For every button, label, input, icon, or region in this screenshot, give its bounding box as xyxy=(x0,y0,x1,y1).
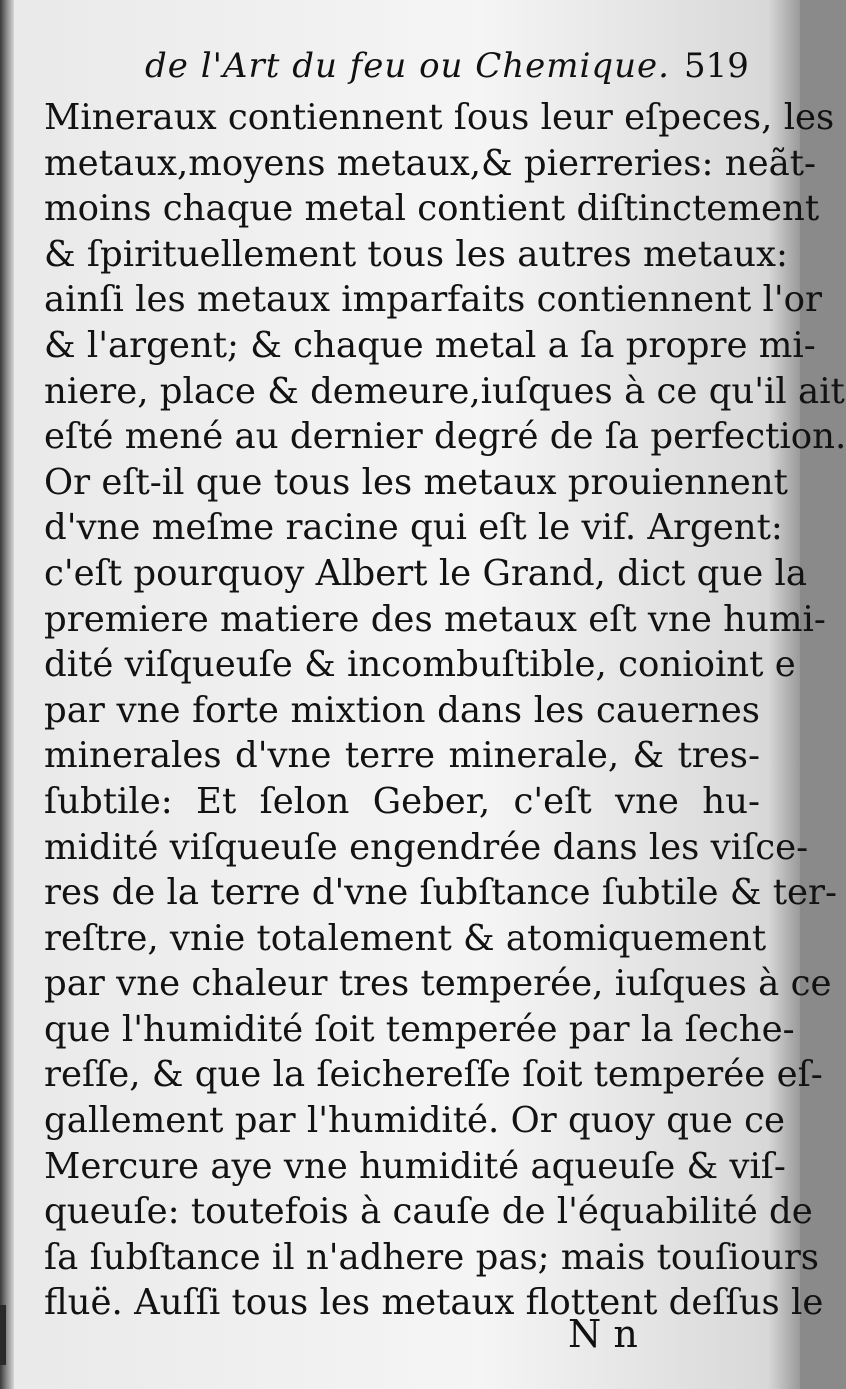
text-line: Mineraux contiennent ſous leur eſpeces, les xyxy=(44,97,835,138)
text-line: midité viſqueuſe engendrée dans les viſce- xyxy=(44,826,809,868)
text-line: ainſi les metaux imparfaits contiennent l'or xyxy=(44,279,822,321)
text-line: Mercure aye vne humidité aqueuſe & viſ- xyxy=(44,1145,786,1187)
text-line: d'vne meſme racine qui eſt le vif. Argent: xyxy=(44,507,783,549)
text-line: & l'argent; & chaque metal a ſa propre mi- xyxy=(44,324,816,366)
text-line: ſa ſubſtance il n'adhere pas; mais touſiours xyxy=(44,1236,820,1278)
text-line: reſſe, & que la ſeichereſſe ſoit temperée eſ- xyxy=(44,1054,823,1096)
text-line: par vne forte mixtion dans les cauernes xyxy=(44,689,760,731)
text-line: minerales d'vne terre minerale, & tres- xyxy=(44,735,760,777)
text-line: moins chaque metal contient diſtinctement xyxy=(44,188,820,230)
text-line: niere, place & demeure,iuſques à ce qu'il ait xyxy=(44,370,845,412)
text-line: c'eſt pourquoy Albert le Grand, dict que la xyxy=(44,552,808,594)
text-line: dité viſqueuſe & incombuſtible, conioint e xyxy=(44,644,796,686)
text-line: par vne chaleur tres temperée, iuſques à ce xyxy=(44,963,832,1005)
text-line: fluë. Auſſi tous les metaux flottent deſſus le xyxy=(44,1282,824,1324)
page-binding-shadow xyxy=(0,0,14,1389)
catchword: N n xyxy=(568,1312,638,1356)
text-line: gallement par l'humidité. Or quoy que ce xyxy=(44,1100,786,1142)
text-line: queuſe: toutefois à cauſe de l'équabilité de xyxy=(44,1191,813,1233)
text-line: res de la terre d'vne ſubſtance ſubtile & ter- xyxy=(44,872,837,914)
text-line: premiere matiere des metaux eſt vne humi- xyxy=(44,598,826,640)
running-head: de l'Art du feu ou Chemique. xyxy=(145,46,670,86)
text-line: eſté mené au dernier degré de ſa perfection. xyxy=(44,416,846,458)
body-text xyxy=(44,95,846,1326)
margin-mark xyxy=(0,1305,6,1365)
text-line: & ſpirituellement tous les autres metaux: xyxy=(44,233,788,275)
text-line: Or eſt-il que tous les metaux prouiennent xyxy=(44,461,788,503)
text-line: metaux,moyens metaux,& pierreries: neãt- xyxy=(44,142,817,184)
text-line: reſtre, vnie totalement & atomiquement xyxy=(44,917,767,959)
text-line: ſubtile: Et ſelon Geber, c'eſt vne hu- xyxy=(44,780,760,822)
text-line: que l'humidité ſoit temperée par la ſeche- xyxy=(44,1008,795,1050)
page-number: 519 xyxy=(684,46,749,86)
